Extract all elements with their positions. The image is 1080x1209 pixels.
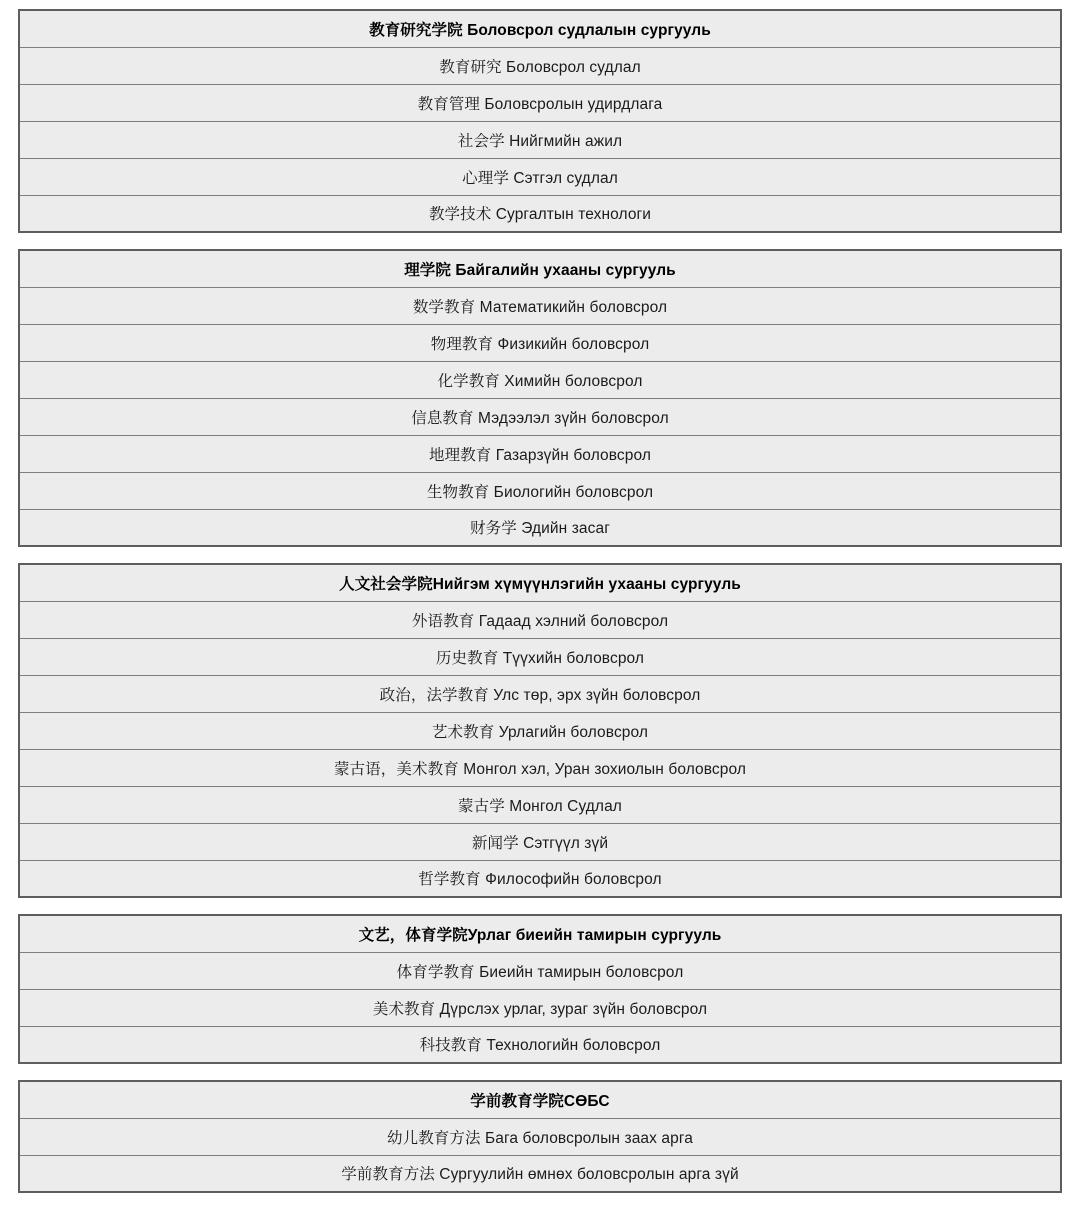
- table-row: [19, 324, 1061, 361]
- table-header-row: [19, 564, 1061, 601]
- department-name-cell: 生物教育 Биологийн боловсрол: [19, 472, 1061, 509]
- table-row: [19, 47, 1061, 84]
- table-body: [19, 1118, 1061, 1192]
- table-row: [19, 860, 1061, 897]
- table-row: [19, 287, 1061, 324]
- table-row: [19, 195, 1061, 232]
- table-row: [19, 675, 1061, 712]
- department-name-cell: 体育学教育 Биеийн тамирын боловсрол: [19, 952, 1061, 989]
- school-name-header-cell: 文艺，体育学院Урлаг биеийн тамирын сургууль: [19, 915, 1061, 952]
- department-name-cell: 美术教育 Дүрслэх урлаг, зураг зүйн боловсрол: [19, 989, 1061, 1026]
- schools-departments-document: [18, 9, 1062, 1193]
- school-name-header-cell: 学前教育学院СӨБС: [19, 1081, 1061, 1118]
- table-row: [19, 361, 1061, 398]
- department-name-cell: 艺术教育 Урлагийн боловсрол: [19, 712, 1061, 749]
- department-name-cell: 学前教育方法 Сургуулийн өмнөх боловсролын арга зүй: [19, 1155, 1061, 1192]
- table-row: [19, 398, 1061, 435]
- table-header-row: [19, 250, 1061, 287]
- table-row: [19, 786, 1061, 823]
- table-row: [19, 1155, 1061, 1192]
- department-name-cell: 历史教育 Түүхийн боловсрол: [19, 638, 1061, 675]
- table-row: [19, 1026, 1061, 1063]
- table-row: [19, 989, 1061, 1026]
- table-row: [19, 435, 1061, 472]
- table-row: [19, 823, 1061, 860]
- department-name-cell: 社会学 Нийгмийн ажил: [19, 121, 1061, 158]
- department-name-cell: 新闻学 Сэтгүүл зүй: [19, 823, 1061, 860]
- department-name-cell: 蒙古学 Монгол Судлал: [19, 786, 1061, 823]
- department-table-3: [18, 563, 1062, 898]
- table-row: [19, 84, 1061, 121]
- department-name-cell: 政治，法学教育 Улс төр, эрх зүйн боловсрол: [19, 675, 1061, 712]
- table-row: [19, 121, 1061, 158]
- department-name-cell: 教育研究 Боловсрол судлал: [19, 47, 1061, 84]
- table-row: [19, 638, 1061, 675]
- department-name-cell: 教育管理 Боловсролын удирдлага: [19, 84, 1061, 121]
- table-body: [19, 952, 1061, 1063]
- table-body: [19, 287, 1061, 546]
- department-name-cell: 数学教育 Математикийн боловсрол: [19, 287, 1061, 324]
- table-row: [19, 712, 1061, 749]
- table-row: [19, 472, 1061, 509]
- school-name-header-cell: 人文社会学院Нийгэм хүмүүнлэгийн ухааны сургууль: [19, 564, 1061, 601]
- department-name-cell: 蒙古语，美术教育 Монгол хэл, Уран зохиолын боловсрол: [19, 749, 1061, 786]
- table-header-row: [19, 10, 1061, 47]
- department-name-cell: 幼儿教育方法 Бага боловсролын заах арга: [19, 1118, 1061, 1155]
- school-name-header-cell: 理学院 Байгалийн ухааны сургууль: [19, 250, 1061, 287]
- school-name-header-cell: 教育研究学院 Боловсрол судлалын сургууль: [19, 10, 1061, 47]
- department-name-cell: 物理教育 Физикийн боловсрол: [19, 324, 1061, 361]
- department-table-5: [18, 1080, 1062, 1193]
- department-name-cell: 教学技术 Сургалтын технологи: [19, 195, 1061, 232]
- department-name-cell: 科技教育 Технологийн боловсрол: [19, 1026, 1061, 1063]
- department-name-cell: 哲学教育 Философийн боловсрол: [19, 860, 1061, 897]
- department-name-cell: 外语教育 Гадаад хэлний боловсрол: [19, 601, 1061, 638]
- table-row: [19, 158, 1061, 195]
- table-row: [19, 749, 1061, 786]
- department-table-1: [18, 9, 1062, 233]
- table-row: [19, 1118, 1061, 1155]
- department-table-2: [18, 249, 1062, 547]
- table-body: [19, 601, 1061, 897]
- table-header-row: [19, 915, 1061, 952]
- table-body: [19, 47, 1061, 232]
- table-row: [19, 509, 1061, 546]
- department-name-cell: 地理教育 Газарзүйн боловсрол: [19, 435, 1061, 472]
- department-name-cell: 化学教育 Химийн боловсрол: [19, 361, 1061, 398]
- department-table-4: [18, 914, 1062, 1064]
- table-header-row: [19, 1081, 1061, 1118]
- table-row: [19, 952, 1061, 989]
- department-name-cell: 财务学 Эдийн засаг: [19, 509, 1061, 546]
- department-name-cell: 心理学 Сэтгэл судлал: [19, 158, 1061, 195]
- department-name-cell: 信息教育 Мэдээлэл зүйн боловсрол: [19, 398, 1061, 435]
- table-row: [19, 601, 1061, 638]
